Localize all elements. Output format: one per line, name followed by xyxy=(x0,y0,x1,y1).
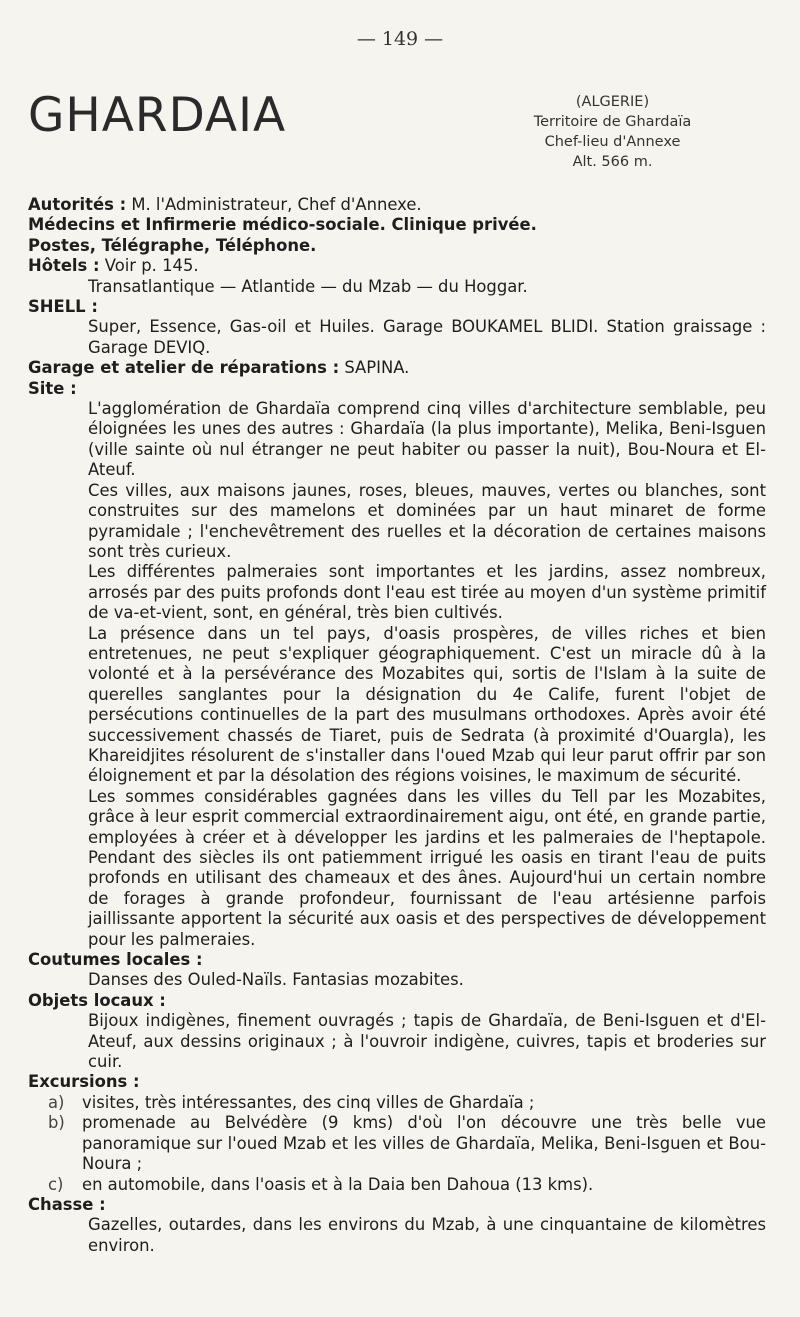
entry-label: Chasse : xyxy=(28,1194,106,1214)
entries xyxy=(28,195,766,1256)
location-meta xyxy=(500,92,725,172)
entry-label: Coutumes locales : xyxy=(28,950,203,970)
entry-excursions xyxy=(28,1072,766,1092)
entry-text: M. l'Administrateur, Chef d'Annexe. xyxy=(126,195,422,214)
entry-postes xyxy=(28,236,766,256)
hotels-list: Transatlantique — Atlantide — du Mzab — du Hoggar. xyxy=(88,276,528,296)
annex-label: Chef-lieu d'Annexe xyxy=(544,134,681,150)
entry-objets xyxy=(28,991,766,1011)
entry-shell xyxy=(28,297,766,317)
city-title: GHARDAIA xyxy=(28,88,287,143)
country-label: (ALGERIE) xyxy=(575,94,650,110)
excursion-item xyxy=(28,1175,766,1195)
chasse-text: Gazelles, outardes, dans les environs du Mzab, à une cinquantaine de kilomètres environ. xyxy=(88,1215,766,1255)
list-marker: b) xyxy=(48,1113,65,1133)
page-number: — 149 — xyxy=(356,28,444,50)
entry-label: Garage et atelier de réparations : xyxy=(28,358,340,378)
list-text: en automobile, dans l'oasis et à la Daia ben Dahoua (13 kms). xyxy=(82,1174,594,1194)
entry-hotels xyxy=(28,256,766,276)
excursion-item xyxy=(28,1113,766,1174)
entry-text: Voir p. 145. xyxy=(99,256,199,276)
site-paragraph: L'agglomération de Ghardaïa comprend cinq villes d'architecture semblable, peu éloignées les unes des autres : Ghardaïa (la plus importante), Melika, Beni-Isguen (ville sainte où nul étranger ne peut habiter ou passer la nuit), Bou-Noura et El-Ateuf. xyxy=(88,399,766,480)
entry-site xyxy=(28,379,766,399)
entry-chasse xyxy=(28,1195,766,1215)
entry-label: Hôtels : xyxy=(28,256,100,276)
entry-medecins xyxy=(28,215,766,235)
site-paragraph: Ces villes, aux maisons jaunes, roses, bleues, mauves, vertes ou blanches, sont construites sur des mamelons et dominées par un haut minaret de forme pyramidale ; l'enchevêtrement des ruelles et la décoration de certaines maisons sont très curieux. xyxy=(88,480,766,561)
entry-text: SAPINA. xyxy=(339,358,410,378)
site-paragraph: Les sommes considérables gagnées dans les villes du Tell par les Mozabites, grâce à leur esprit commercial extraordinairement aigu, ont été, en grande partie, employées à créer et à développer les jardins et les palmeraies de l'heptapole. Pendant des siècles ils ont patiemment irrigué les oasis en tirant l'eau de puits profonds en utilisant des chameaux et des ânes. Aujourd'hui un certain nombre de forages à grande profondeur, fournissant de l'eau artésienne parfois jaillissante apportent la sécurité aux oasis et des perspectives de développement pour les palmeraies. xyxy=(88,786,766,949)
entry-label: Objets locaux : xyxy=(28,990,166,1010)
entry-garage xyxy=(28,358,766,378)
entry-autorites xyxy=(28,195,766,215)
entry-label: Excursions : xyxy=(28,1072,140,1092)
territory-label: Territoire de Ghardaïa xyxy=(533,114,692,130)
entry-label: Médecins et Infirmerie médico-sociale. Clinique privée. xyxy=(28,215,537,235)
list-marker: c) xyxy=(48,1174,64,1194)
entry-label: Postes, Télégraphe, Téléphone. xyxy=(28,235,317,255)
objets-text: Bijoux indigènes, finement ouvragés ; tapis de Ghardaïa, de Beni-Isguen et d'El-Ateuf, aux dessins originaux ; à l'ouvroir indigène, cuivres, tapis et broderies sur cuir. xyxy=(88,1011,766,1072)
coutumes-text: Danses des Ouled-Naïls. Fantasias mozabites. xyxy=(88,970,464,990)
list-marker: a) xyxy=(48,1092,65,1112)
list-text: visites, très intéressantes, des cinq villes de Ghardaïa ; xyxy=(82,1092,535,1112)
list-text: promenade au Belvédère (9 kms) d'où l'on découvre une très belle vue panoramique sur l'oued Mzab et les villes de Ghardaïa, Melika, Beni-Isguen et Bou-Noura ; xyxy=(82,1113,766,1174)
site-paragraph: La présence dans un tel pays, d'oasis prospères, de villes riches et bien entretenues, ne peut s'expliquer géographiquement. C'est un miracle dû à la volonté et à la persévérance des Mozabites qui, sortis de l'Islam à la suite de querelles sanglantes pour la désignation du 4e Calife, furent l'objet de persécutions continuelles de la part des musulmans orthodoxes. Après avoir été successivement chassés de Tiaret, puis de Sedrata (à proximité d'Ouargla), les Khareidjites résolurent de s'installer dans l'oued Mzab qui leur parut offrir par son éloignement et par la désolation des régions voisines, le maximum de sécurité. xyxy=(88,623,766,786)
entry-label: SHELL : xyxy=(28,297,98,317)
site-paragraph: Les différentes palmeraies sont importantes et les jardins, assez nombreux, arrosés par des puits profonds dont l'eau est tirée au moyen d'un système primitif de va-et-vient, sont, en général, très bien cultivés. xyxy=(88,562,766,623)
entry-label: Site : xyxy=(28,378,77,398)
shell-text: Super, Essence, Gas-oil et Huiles. Garage BOUKAMEL BLIDI. Station graissage : Garage DEVIQ. xyxy=(88,317,766,357)
altitude-label: Alt. 566 m. xyxy=(572,154,653,170)
entry-coutumes xyxy=(28,950,766,970)
excursion-item xyxy=(28,1093,766,1113)
site-text xyxy=(28,399,766,950)
entry-label: Autorités : xyxy=(28,195,127,214)
